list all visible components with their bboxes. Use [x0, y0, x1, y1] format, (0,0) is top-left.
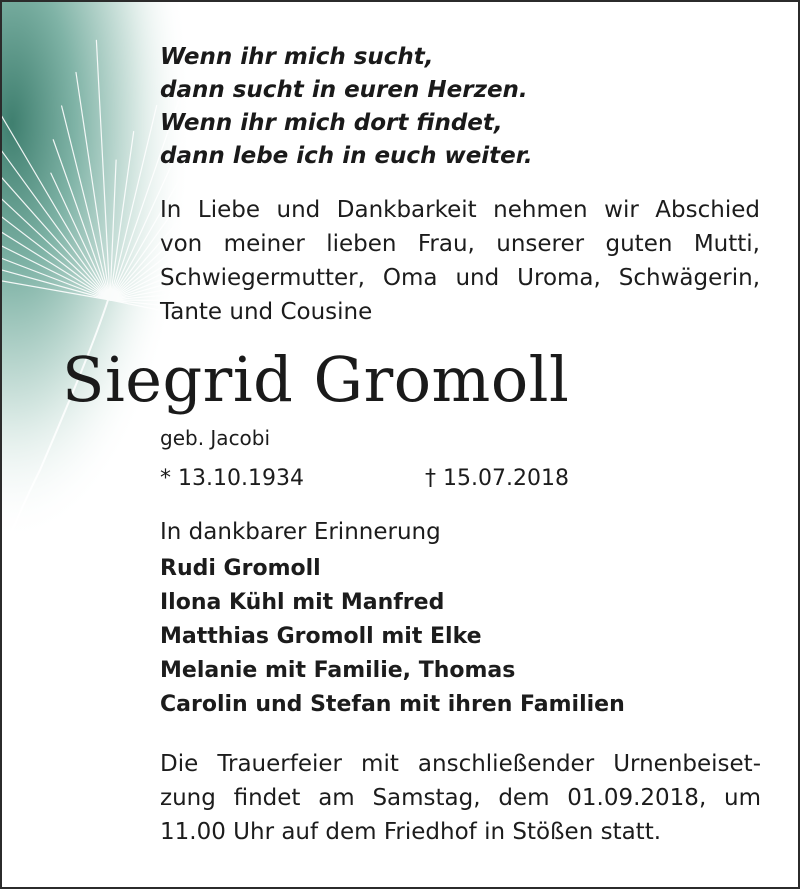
intro-line: von meiner lieben Frau, unserer guten Mutti, [160, 231, 760, 257]
funeral-line: Die Trauerfeier mit anschließender Urnenbeiset- [160, 751, 761, 777]
intro-line: Tante und Cousine [160, 299, 373, 325]
intro-text [160, 193, 760, 329]
mourner-name: Rudi Gromoll [160, 556, 321, 581]
mourner-name: Ilona Kühl mit Manfred [160, 590, 445, 615]
intro-line: Schwiegermutter, Oma und Uroma, Schwägerin, [160, 265, 760, 291]
poem-line: Wenn ihr mich sucht, [160, 44, 434, 70]
mourners-list [160, 552, 625, 722]
funeral-line: zung findet am Samstag, dem 01.09.2018, um [160, 785, 761, 811]
intro-line: In Liebe und Dankbarkeit nehmen wir Abschied [160, 197, 760, 223]
poem-line: dann lebe ich in euch weiter. [160, 143, 533, 169]
mourner-name: Melanie mit Familie, Thomas [160, 658, 516, 683]
birth-date: * 13.10.1934 [160, 466, 304, 491]
death-date: † 15.07.2018 [425, 466, 569, 491]
poem [160, 41, 533, 173]
deceased-name: Siegrid Gromoll [62, 343, 570, 416]
poem-line: Wenn ihr mich dort findet, [160, 110, 503, 136]
funeral-line: 11.00 Uhr auf dem Friedhof in Stößen statt. [160, 819, 662, 845]
mourner-name: Matthias Gromoll mit Elke [160, 624, 482, 649]
poem-line: dann sucht in euren Herzen. [160, 77, 528, 103]
funeral-notice [160, 747, 761, 849]
mourners-heading: In dankbarer Erinnerung [160, 519, 441, 545]
born-name: geb. Jacobi [160, 426, 271, 450]
mourner-name: Carolin und Stefan mit ihren Familien [160, 692, 625, 717]
